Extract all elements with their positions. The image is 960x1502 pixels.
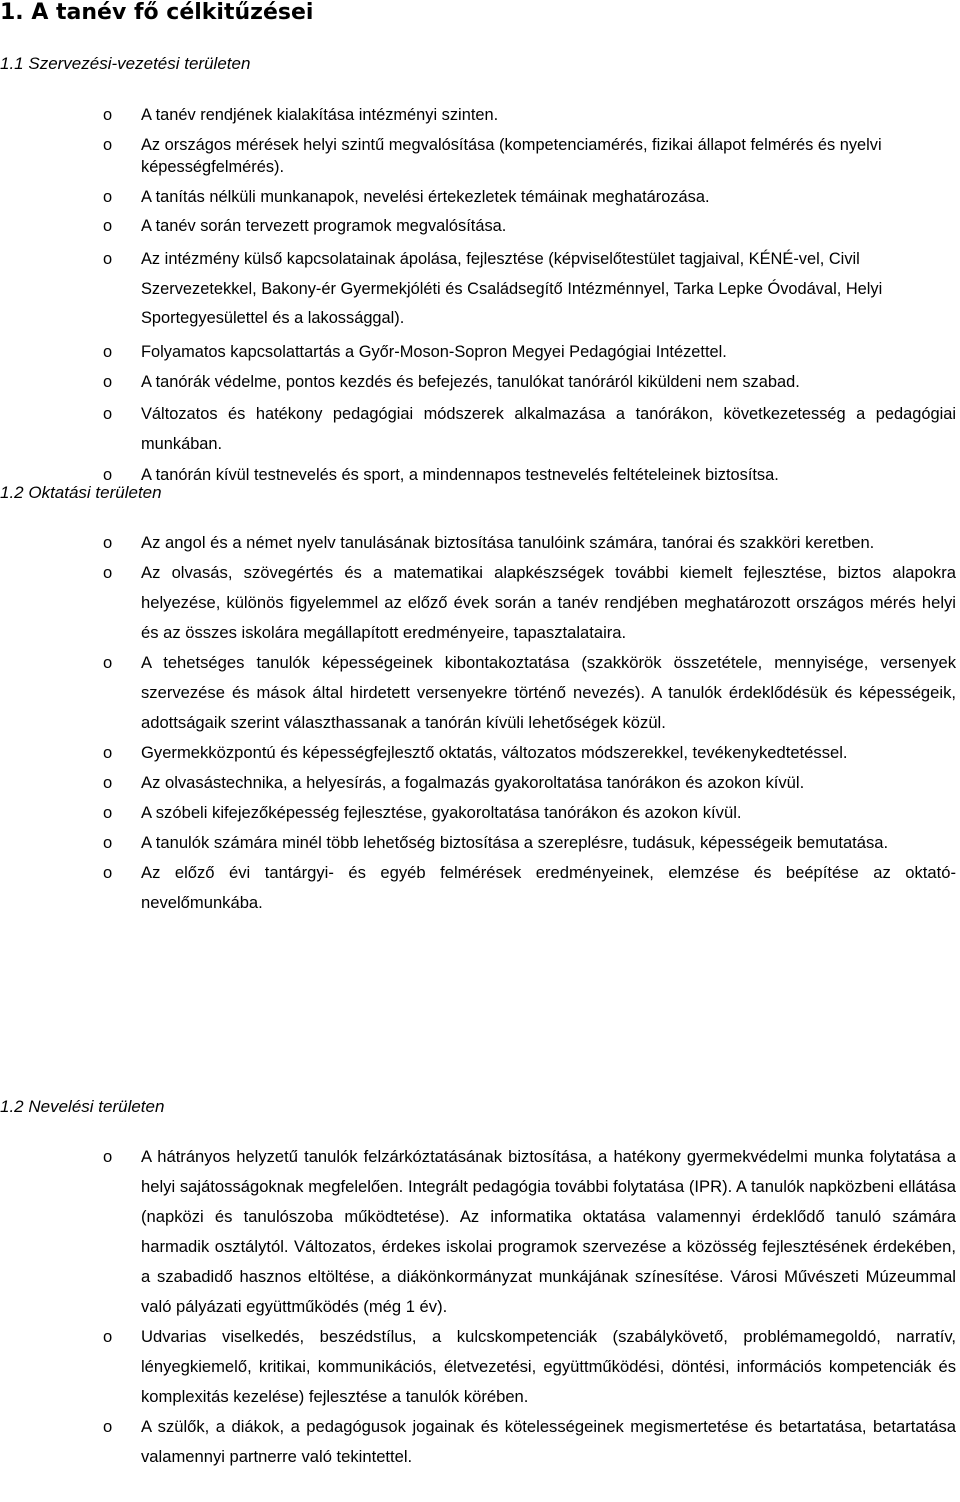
bullet-marker: o (103, 135, 113, 154)
list-item-text: A tanév rendjének kialakítása intézményi szinten. (141, 106, 499, 124)
bullet-marker: o (103, 249, 113, 268)
list-item-text: Az olvasás, szövegértés és a matematikai alapkészségek további kiemelt fejlesztése, biztos alapokra helyezése, különös figyelemmel az előző évek során a tanév rendjében meghatározott országos mérés helyi és az összes iskolára megállapított eredményeire, tapasztalataira. (141, 563, 956, 642)
list-item (0, 215, 960, 238)
list-item-text: A tehetséges tanulók képességeinek kibontakoztatása (szakkörök összetétele, mennyisége, versenyek szervezése és mások által hirdetett versenyekre történő nevezés). A tanulók érdeklődésük és képességeik, adottságaik szerint választhassanak a tanórán kívüli lehetőségek közül. (141, 653, 956, 732)
list-item-text: Folyamatos kapcsolattartás a Győr-Moson-Sopron Megyei Pedagógiai Intézettel. (141, 343, 727, 362)
list-item-text: Az előző évi tantárgyi- és egyéb felmérések eredményeinek, elemzése és beépítése az oktató-nevelőmunkába. (141, 863, 956, 912)
list-item (0, 371, 960, 394)
bullet-marker: o (103, 743, 113, 762)
list-item-text: A tanév során tervezett programok megvalósítása. (141, 217, 507, 236)
list-item-text: Az olvasástechnika, a helyesírás, a fogalmazás gyakoroltatása tanórákon és azokon kívül. (141, 773, 805, 792)
list-item-text: Az intézmény külső kapcsolatainak ápolása, fejlesztése (képviselőtestület tagjaival, KÉNÉ-vel, Civil Szervezetekkel, Bakony-ér Gyermekjóléti és Családsegítő Intézménnyel, Tarka Lepke Óvodával, Helyi Sportegyesülettel és a lakossággal). (141, 249, 883, 328)
list-oktatasi (0, 528, 960, 918)
list-item-text: Udvarias viselkedés, beszédstílus, a kulcskompetenciák (szabálykövető, problémamegoldó, narratív, lényegkiemelő, kritikai, kommunikációs, életvezetési, együttműködési, döntési, információs kompetenciák és komplexitás kezelése) fejlesztése a tanulók körében. (141, 1327, 956, 1406)
list-item (0, 528, 960, 558)
list-item (0, 1412, 960, 1472)
bullet-marker: o (103, 653, 113, 672)
section-heading-nevelesi: 1.2 Nevelési területen (0, 1097, 165, 1116)
list-item (0, 858, 960, 918)
list-item-text: A szóbeli kifejezőképesség fejlesztése, gyakoroltatása tanórákon és azokon kívül. (141, 803, 742, 822)
list-item-text: A hátrányos helyzetű tanulók felzárkóztatásának biztosítása, a hatékony gyermekvédelmi munka folytatása a helyi sajátosságoknak megfelelően. Integrált pedagógia további folytatása (IPR). A tanulók napközbeni ellátása (napközi és tanulószoba működtetése). Az informatika oktatása valamennyi érdeklődő tanuló számára harmadik osztálytól. Változatos, érdekes iskolai programok szervezése a közösség fejlesztésének érdekében, a szabadidő hasznos eltöltése, a diákönkormányzat munkájának színesítése. Városi Művészeti Múzeummal való pályázati együttműködés (még 1 év). (141, 1147, 956, 1316)
bullet-marker: o (103, 465, 113, 484)
list-item-text: Az angol és a német nyelv tanulásának biztosítása tanulóink számára, tanórai és szakköri keretben. (141, 533, 875, 552)
list-item-text: A tanítás nélküli munkanapok, nevelési értekezletek témáinak meghatározása. (141, 187, 710, 206)
section-heading-szervezesi: 1.1 Szervezési-vezetési területen (0, 54, 251, 73)
bullet-marker: o (103, 372, 113, 391)
list-item (0, 245, 960, 334)
list-item-text: A tanórán kívül testnevelés és sport, a mindennapos testnevelés feltételeinek biztosítsa. (141, 465, 779, 484)
bullet-marker: o (103, 217, 113, 236)
list-item (0, 738, 960, 768)
section-heading-oktatasi: 1.2 Oktatási területen (0, 483, 162, 502)
bullet-marker: o (103, 833, 113, 852)
list-szervezesi (0, 104, 960, 486)
bullet-marker: o (103, 773, 113, 792)
bullet-marker: o (103, 1147, 113, 1166)
list-item (0, 558, 960, 648)
list-item (0, 400, 960, 459)
bullet-marker: o (103, 1417, 113, 1436)
list-item-text: Az országos mérések helyi szintű megvalósítása (kompetenciamérés, fizikai állapot felmérés és nyelvi képességfelmérés). (141, 135, 882, 177)
list-item (0, 648, 960, 738)
list-item (0, 1142, 960, 1322)
bullet-marker: o (103, 863, 113, 882)
bullet-marker: o (103, 343, 113, 362)
bullet-marker: o (103, 533, 113, 552)
list-item (0, 186, 960, 209)
list-nevelesi (0, 1142, 960, 1472)
bullet-marker: o (103, 803, 113, 822)
list-item (0, 104, 960, 127)
page-title: 1. A tanév fő célkitűzései (0, 0, 314, 25)
list-item-text: A tanulók számára minél több lehetőség biztosítása a szereplésre, tudásuk, képességeik bemutatása. (141, 833, 889, 852)
list-item (0, 1322, 960, 1412)
bullet-marker: o (103, 1327, 113, 1346)
bullet-marker: o (103, 563, 113, 582)
bullet-marker: o (103, 187, 113, 206)
list-item-text: A szülők, a diákok, a pedagógusok jogainak és kötelességeinek megismertetése és betartatása, betartatása valamennyi partnerre való tekintettel. (141, 1417, 956, 1466)
list-item-text: Gyermekközpontú és képességfejlesztő oktatás, változatos módszerekkel, tevékenykedtetéssel. (141, 743, 848, 762)
list-item (0, 798, 960, 828)
list-item-text: A tanórák védelme, pontos kezdés és befejezés, tanulókat tanóráról kiküldeni nem szabad. (141, 372, 800, 391)
list-item (0, 828, 960, 858)
bullet-marker: o (103, 106, 113, 124)
list-item (0, 341, 960, 364)
list-item-text: Változatos és hatékony pedagógiai módszerek alkalmazása a tanórákon, következetesség a pedagógiai munkában. (141, 405, 956, 453)
bullet-marker: o (103, 405, 113, 424)
list-item (0, 768, 960, 798)
list-item (0, 134, 960, 179)
